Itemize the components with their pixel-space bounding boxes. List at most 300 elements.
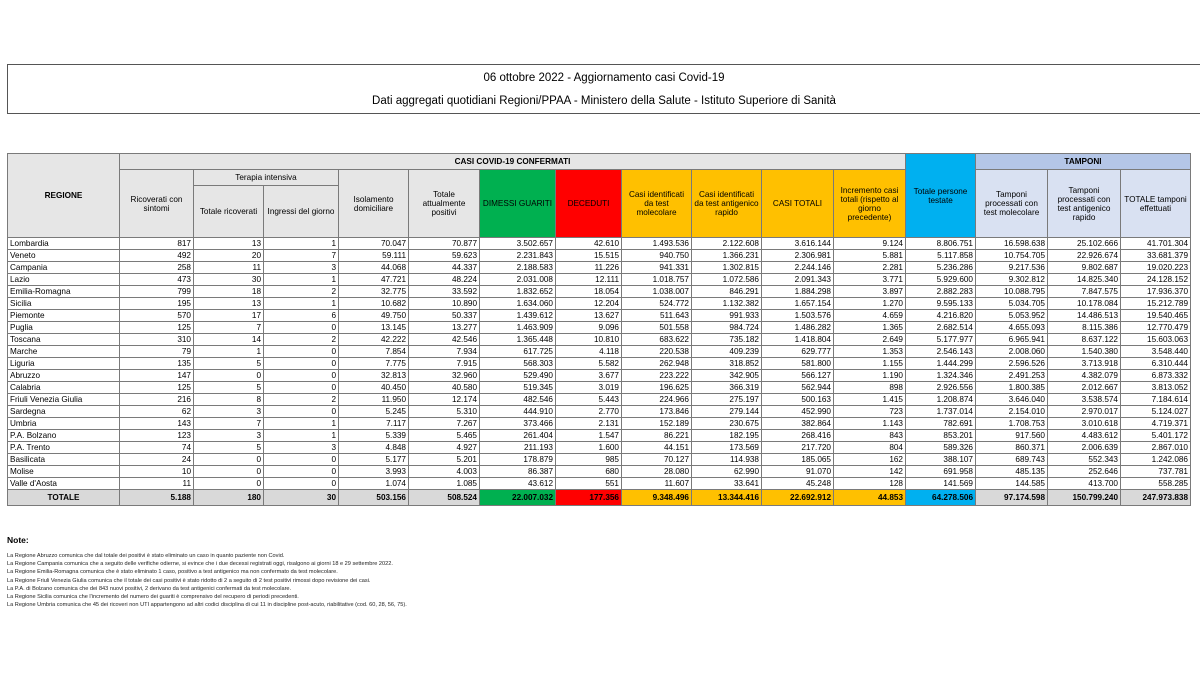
cell-antigenico: 1.302.815 — [692, 262, 762, 274]
cell-tamp-molecolare: 2.491.253 — [976, 370, 1048, 382]
cell-tamp-totale: 33.681.379 — [1121, 250, 1191, 262]
cell-deceduti: 3.019 — [556, 382, 622, 394]
cell-ti-totale: 0 — [194, 478, 264, 490]
cell-ricoverati: 195 — [120, 298, 194, 310]
cell-incremento: 898 — [834, 382, 906, 394]
cell-isolamento: 70.047 — [339, 238, 409, 250]
cell-tamp-antigenico: 552.343 — [1048, 454, 1121, 466]
cell-antigenico: 991.933 — [692, 310, 762, 322]
cell-isolamento: 10.682 — [339, 298, 409, 310]
cell-isolamento: 7.775 — [339, 358, 409, 370]
table-row — [8, 322, 1191, 334]
cell-molecolare: 70.127 — [622, 454, 692, 466]
cell-regione: Emilia-Romagna — [8, 286, 120, 298]
cell-tamp-totale: 6.310.444 — [1121, 358, 1191, 370]
cell-tamp-antigenico: 2.006.639 — [1048, 442, 1121, 454]
cell-positivi: 7.267 — [409, 418, 480, 430]
cell-isolamento: 49.750 — [339, 310, 409, 322]
cell-ti-totale: 8 — [194, 394, 264, 406]
cell-tamp-totale: 5.124.027 — [1121, 406, 1191, 418]
cell-persone: 141.569 — [906, 478, 976, 490]
cell-tamp-antigenico: 1.540.380 — [1048, 346, 1121, 358]
header-terapia-intensiva: Terapia intensiva — [194, 170, 339, 186]
cell-tamp-antigenico: 3.010.618 — [1048, 418, 1121, 430]
cell-ricoverati: 143 — [120, 418, 194, 430]
cell-antigenico: 366.319 — [692, 382, 762, 394]
cell-deceduti: 1.547 — [556, 430, 622, 442]
cell-incremento: 142 — [834, 466, 906, 478]
note-line: La P.A. di Bolzano comunica che dei 843 nuovi positivi, 2 derivano da test antigenici confermati da test molecolare. — [7, 585, 292, 592]
note-line: La Regione Emilia-Romagna comunica che è stato eliminato 1 caso, positivo a test antigenico ma non confermato da test molecolare. — [7, 569, 338, 576]
cell-persone: 2.682.514 — [906, 322, 976, 334]
cell-persone: 5.177.977 — [906, 334, 976, 346]
cell-incremento: 5.881 — [834, 250, 906, 262]
cell-isolamento: 5.245 — [339, 406, 409, 418]
cell-molecolare: 173.846 — [622, 406, 692, 418]
cell-ti-ingressi: 0 — [264, 454, 339, 466]
cell-persone: 691.958 — [906, 466, 976, 478]
cell-casi-totali: 91.070 — [762, 466, 834, 478]
cell-persone: 5.929.600 — [906, 274, 976, 286]
cell-ricoverati: 79 — [120, 346, 194, 358]
cell-tamp-totale: 247.973.838 — [1121, 490, 1191, 506]
notes-section — [7, 535, 707, 609]
cell-deceduti: 985 — [556, 454, 622, 466]
cell-regione: TOTALE — [8, 490, 120, 506]
cell-tamp-antigenico: 8.115.386 — [1048, 322, 1121, 334]
cell-dimessi: 529.490 — [480, 370, 556, 382]
cell-positivi: 5.201 — [409, 454, 480, 466]
table-row — [8, 442, 1191, 454]
cell-tamp-molecolare: 144.585 — [976, 478, 1048, 490]
cell-tamp-totale: 15.212.789 — [1121, 298, 1191, 310]
table-row — [8, 418, 1191, 430]
cell-tamp-molecolare: 485.135 — [976, 466, 1048, 478]
cell-deceduti: 9.096 — [556, 322, 622, 334]
cell-deceduti: 10.810 — [556, 334, 622, 346]
cell-positivi: 4.927 — [409, 442, 480, 454]
cell-ti-totale: 18 — [194, 286, 264, 298]
cell-tamp-molecolare: 3.646.040 — [976, 394, 1048, 406]
cell-ti-ingressi: 1 — [264, 298, 339, 310]
cell-dimessi: 22.007.032 — [480, 490, 556, 506]
cell-tamp-antigenico: 7.847.575 — [1048, 286, 1121, 298]
cell-isolamento: 32.813 — [339, 370, 409, 382]
cell-persone: 2.882.283 — [906, 286, 976, 298]
cell-antigenico: 275.197 — [692, 394, 762, 406]
cell-dimessi: 261.404 — [480, 430, 556, 442]
cell-tamp-antigenico: 10.178.084 — [1048, 298, 1121, 310]
cell-isolamento: 7.854 — [339, 346, 409, 358]
cell-isolamento: 4.848 — [339, 442, 409, 454]
cell-tamp-molecolare: 2.008.060 — [976, 346, 1048, 358]
cell-molecolare: 224.966 — [622, 394, 692, 406]
cell-incremento: 4.659 — [834, 310, 906, 322]
cell-molecolare: 223.222 — [622, 370, 692, 382]
cell-molecolare: 1.018.757 — [622, 274, 692, 286]
cell-isolamento: 47.721 — [339, 274, 409, 286]
cell-positivi: 42.546 — [409, 334, 480, 346]
cell-isolamento: 5.339 — [339, 430, 409, 442]
cell-regione: Abruzzo — [8, 370, 120, 382]
cell-incremento: 128 — [834, 478, 906, 490]
cell-antigenico: 114.938 — [692, 454, 762, 466]
header-casi-totali: CASI TOTALI — [762, 170, 834, 238]
cell-ti-totale: 3 — [194, 430, 264, 442]
cell-tamp-molecolare: 2.154.010 — [976, 406, 1048, 418]
cell-ti-totale: 13 — [194, 238, 264, 250]
cell-ti-ingressi: 0 — [264, 370, 339, 382]
cell-casi-totali: 629.777 — [762, 346, 834, 358]
cell-deceduti: 680 — [556, 466, 622, 478]
cell-deceduti: 15.515 — [556, 250, 622, 262]
cell-ricoverati: 123 — [120, 430, 194, 442]
cell-deceduti: 12.111 — [556, 274, 622, 286]
cell-regione: Sicilia — [8, 298, 120, 310]
table-row — [8, 430, 1191, 442]
cell-tamp-totale: 19.020.223 — [1121, 262, 1191, 274]
cell-antigenico: 230.675 — [692, 418, 762, 430]
cell-casi-totali: 1.486.282 — [762, 322, 834, 334]
cell-ti-ingressi: 0 — [264, 478, 339, 490]
header-ti-totale: Totale ricoverati — [194, 186, 264, 238]
cell-antigenico: 1.072.586 — [692, 274, 762, 286]
cell-molecolare: 196.625 — [622, 382, 692, 394]
cell-persone: 1.324.346 — [906, 370, 976, 382]
cell-ti-ingressi: 2 — [264, 334, 339, 346]
cell-ricoverati: 24 — [120, 454, 194, 466]
cell-dimessi: 1.463.909 — [480, 322, 556, 334]
cell-antigenico: 173.569 — [692, 442, 762, 454]
cell-positivi: 508.524 — [409, 490, 480, 506]
cell-incremento: 1.353 — [834, 346, 906, 358]
cell-ricoverati: 125 — [120, 382, 194, 394]
cell-ti-ingressi: 0 — [264, 406, 339, 418]
cell-molecolare: 11.607 — [622, 478, 692, 490]
cell-ti-totale: 5 — [194, 358, 264, 370]
cell-regione: Basilicata — [8, 454, 120, 466]
cell-tamp-antigenico: 8.637.122 — [1048, 334, 1121, 346]
cell-ti-totale: 0 — [194, 466, 264, 478]
cell-incremento: 804 — [834, 442, 906, 454]
cell-ti-totale: 5 — [194, 442, 264, 454]
cell-ti-ingressi: 1 — [264, 238, 339, 250]
cell-tamp-totale: 19.540.465 — [1121, 310, 1191, 322]
cell-positivi: 13.277 — [409, 322, 480, 334]
cell-tamp-antigenico: 252.646 — [1048, 466, 1121, 478]
cell-ti-ingressi: 2 — [264, 394, 339, 406]
cell-casi-totali: 3.616.144 — [762, 238, 834, 250]
cell-regione: Toscana — [8, 334, 120, 346]
report-title: 06 ottobre 2022 - Aggiornamento casi Covid-19 — [483, 72, 725, 84]
cell-tamp-molecolare: 1.708.753 — [976, 418, 1048, 430]
cell-antigenico: 279.144 — [692, 406, 762, 418]
cell-dimessi: 86.387 — [480, 466, 556, 478]
cell-ricoverati: 216 — [120, 394, 194, 406]
table-row — [8, 454, 1191, 466]
cell-dimessi: 211.193 — [480, 442, 556, 454]
cell-isolamento: 44.068 — [339, 262, 409, 274]
cell-ti-totale: 180 — [194, 490, 264, 506]
total-row — [8, 490, 1191, 506]
cell-tamp-totale: 15.603.063 — [1121, 334, 1191, 346]
cell-casi-totali: 2.091.343 — [762, 274, 834, 286]
cell-ricoverati: 147 — [120, 370, 194, 382]
cell-ti-ingressi: 0 — [264, 466, 339, 478]
cell-casi-totali: 562.944 — [762, 382, 834, 394]
table-row — [8, 334, 1191, 346]
cell-ti-ingressi: 1 — [264, 430, 339, 442]
cell-casi-totali: 22.692.912 — [762, 490, 834, 506]
cell-incremento: 1.365 — [834, 322, 906, 334]
cell-isolamento: 32.775 — [339, 286, 409, 298]
cell-ricoverati: 799 — [120, 286, 194, 298]
cell-positivi: 4.003 — [409, 466, 480, 478]
cell-persone: 1.737.014 — [906, 406, 976, 418]
cell-ti-ingressi: 0 — [264, 358, 339, 370]
cell-positivi: 7.915 — [409, 358, 480, 370]
report-title-box — [7, 64, 1200, 114]
cell-dimessi: 617.725 — [480, 346, 556, 358]
cell-positivi: 59.623 — [409, 250, 480, 262]
cell-positivi: 10.890 — [409, 298, 480, 310]
cell-casi-totali: 185.065 — [762, 454, 834, 466]
cell-persone: 782.691 — [906, 418, 976, 430]
cell-casi-totali: 452.990 — [762, 406, 834, 418]
cell-antigenico: 409.239 — [692, 346, 762, 358]
cell-dimessi: 2.188.583 — [480, 262, 556, 274]
cell-deceduti: 177.356 — [556, 490, 622, 506]
header-positivi: Totale attualmente positivi — [409, 170, 480, 238]
cell-persone: 2.546.143 — [906, 346, 976, 358]
cell-ricoverati: 125 — [120, 322, 194, 334]
cell-incremento: 44.853 — [834, 490, 906, 506]
cell-dimessi: 2.231.843 — [480, 250, 556, 262]
cell-persone: 5.236.286 — [906, 262, 976, 274]
header-isolamento: Isolamento domiciliare — [339, 170, 409, 238]
cell-positivi: 7.934 — [409, 346, 480, 358]
header-deceduti: DECEDUTI — [556, 170, 622, 238]
cell-tamp-totale: 1.242.086 — [1121, 454, 1191, 466]
cell-tamp-antigenico: 9.802.687 — [1048, 262, 1121, 274]
cell-tamp-molecolare: 5.053.952 — [976, 310, 1048, 322]
cell-ricoverati: 10 — [120, 466, 194, 478]
cell-tamp-totale: 737.781 — [1121, 466, 1191, 478]
cell-antigenico: 984.724 — [692, 322, 762, 334]
cell-ti-ingressi: 30 — [264, 490, 339, 506]
cell-molecolare: 941.331 — [622, 262, 692, 274]
cell-molecolare: 940.750 — [622, 250, 692, 262]
cell-casi-totali: 45.248 — [762, 478, 834, 490]
cell-isolamento: 59.111 — [339, 250, 409, 262]
cell-ti-ingressi: 7 — [264, 250, 339, 262]
cell-molecolare: 1.038.007 — [622, 286, 692, 298]
cell-positivi: 50.337 — [409, 310, 480, 322]
table-row — [8, 298, 1191, 310]
cell-molecolare: 86.221 — [622, 430, 692, 442]
cell-persone: 1.444.299 — [906, 358, 976, 370]
cell-antigenico: 182.195 — [692, 430, 762, 442]
cell-molecolare: 262.948 — [622, 358, 692, 370]
cell-tamp-molecolare: 5.034.705 — [976, 298, 1048, 310]
cell-ti-totale: 11 — [194, 262, 264, 274]
cell-tamp-totale: 5.401.172 — [1121, 430, 1191, 442]
cell-ti-ingressi: 3 — [264, 442, 339, 454]
cell-dimessi: 43.612 — [480, 478, 556, 490]
cell-tamp-antigenico: 2.970.017 — [1048, 406, 1121, 418]
header-persone-testate: Totale persone testate — [906, 154, 976, 238]
cell-incremento: 3.771 — [834, 274, 906, 286]
cell-tamp-antigenico: 413.700 — [1048, 478, 1121, 490]
cell-ti-ingressi: 1 — [264, 418, 339, 430]
cell-deceduti: 13.627 — [556, 310, 622, 322]
cell-molecolare: 511.643 — [622, 310, 692, 322]
cell-molecolare: 44.151 — [622, 442, 692, 454]
cell-deceduti: 12.204 — [556, 298, 622, 310]
cell-positivi: 70.877 — [409, 238, 480, 250]
cell-tamp-antigenico: 22.926.674 — [1048, 250, 1121, 262]
cell-persone: 9.595.133 — [906, 298, 976, 310]
cell-antigenico: 1.366.231 — [692, 250, 762, 262]
cell-dimessi: 1.439.612 — [480, 310, 556, 322]
table-row — [8, 358, 1191, 370]
table-row — [8, 478, 1191, 490]
cell-molecolare: 1.493.536 — [622, 238, 692, 250]
cell-incremento: 3.897 — [834, 286, 906, 298]
cell-ricoverati: 473 — [120, 274, 194, 286]
cell-antigenico: 62.990 — [692, 466, 762, 478]
cell-tamp-molecolare: 9.217.536 — [976, 262, 1048, 274]
cell-regione: Molise — [8, 466, 120, 478]
note-line: La Regione Friuli Venezia Giulia comunica che il totale dei casi positivi è stato ridotto di 2 a seguito di 2 test positivi rimossi dopo revisione dei casi. — [7, 577, 371, 584]
cell-regione: Puglia — [8, 322, 120, 334]
cell-antigenico: 735.182 — [692, 334, 762, 346]
cell-regione: Calabria — [8, 382, 120, 394]
cell-casi-totali: 217.720 — [762, 442, 834, 454]
cell-tamp-antigenico: 4.483.612 — [1048, 430, 1121, 442]
cell-ti-ingressi: 6 — [264, 310, 339, 322]
cell-tamp-totale: 3.548.440 — [1121, 346, 1191, 358]
cell-tamp-molecolare: 4.655.093 — [976, 322, 1048, 334]
cell-ti-totale: 20 — [194, 250, 264, 262]
cell-ti-totale: 0 — [194, 454, 264, 466]
table-row — [8, 238, 1191, 250]
cell-ti-totale: 0 — [194, 370, 264, 382]
cell-molecolare: 524.772 — [622, 298, 692, 310]
cell-tamp-antigenico: 14.825.340 — [1048, 274, 1121, 286]
cell-tamp-molecolare: 917.560 — [976, 430, 1048, 442]
cell-casi-totali: 500.163 — [762, 394, 834, 406]
cell-casi-totali: 382.864 — [762, 418, 834, 430]
cell-tamp-antigenico: 3.713.918 — [1048, 358, 1121, 370]
cell-casi-totali: 2.244.146 — [762, 262, 834, 274]
cell-ti-totale: 3 — [194, 406, 264, 418]
cell-positivi: 12.174 — [409, 394, 480, 406]
note-line: La Regione Abruzzo comunica che dal totale dei positivi è stato eliminato un caso in quanto paziente non Covid. — [7, 553, 285, 559]
table-row — [8, 406, 1191, 418]
cell-incremento: 2.281 — [834, 262, 906, 274]
cell-molecolare: 683.622 — [622, 334, 692, 346]
cell-ricoverati: 817 — [120, 238, 194, 250]
note-line: La Regione Umbria comunica che 45 dei ricoveri non UTI appartengono ad altri codici disciplina di cui 11 in discipline post-acuto, riabilitative (cod. 60, 28, 56, 75). — [7, 602, 407, 609]
cell-dimessi: 178.879 — [480, 454, 556, 466]
cell-dimessi: 482.546 — [480, 394, 556, 406]
cell-isolamento: 13.145 — [339, 322, 409, 334]
cell-antigenico: 318.852 — [692, 358, 762, 370]
cell-positivi: 5.310 — [409, 406, 480, 418]
cell-ricoverati: 11 — [120, 478, 194, 490]
cell-regione: Friuli Venezia Giulia — [8, 394, 120, 406]
cell-tamp-antigenico: 25.102.666 — [1048, 238, 1121, 250]
cell-persone: 8.806.751 — [906, 238, 976, 250]
cell-isolamento: 42.222 — [339, 334, 409, 346]
cell-incremento: 1.270 — [834, 298, 906, 310]
cell-regione: P.A. Trento — [8, 442, 120, 454]
report-subtitle: Dati aggregati quotidiani Regioni/PPAA - Ministero della Salute - Istituto Superiore di Sanità — [372, 95, 836, 107]
header-tamp-antigenico: Tamponi processati con test antigenico rapido — [1048, 170, 1121, 238]
cell-incremento: 1.190 — [834, 370, 906, 382]
cell-tamp-totale: 558.285 — [1121, 478, 1191, 490]
cell-antigenico: 846.291 — [692, 286, 762, 298]
cell-tamp-totale: 12.770.479 — [1121, 322, 1191, 334]
cell-ricoverati: 258 — [120, 262, 194, 274]
cell-persone: 388.107 — [906, 454, 976, 466]
cell-positivi: 48.224 — [409, 274, 480, 286]
cell-casi-totali: 1.503.576 — [762, 310, 834, 322]
cell-ti-totale: 13 — [194, 298, 264, 310]
cell-molecolare: 220.538 — [622, 346, 692, 358]
cell-molecolare: 28.080 — [622, 466, 692, 478]
header-ricoverati: Ricoverati con sintomi — [120, 170, 194, 238]
cell-regione: Liguria — [8, 358, 120, 370]
cell-persone: 5.117.858 — [906, 250, 976, 262]
cell-tamp-totale: 2.867.010 — [1121, 442, 1191, 454]
cell-positivi: 33.592 — [409, 286, 480, 298]
cell-incremento: 723 — [834, 406, 906, 418]
cell-tamp-totale: 3.813.052 — [1121, 382, 1191, 394]
cell-ricoverati: 62 — [120, 406, 194, 418]
cell-ti-totale: 7 — [194, 418, 264, 430]
cell-regione: Campania — [8, 262, 120, 274]
cell-positivi: 40.580 — [409, 382, 480, 394]
cell-regione: Umbria — [8, 418, 120, 430]
header-ti-ingressi: Ingressi del giorno — [264, 186, 339, 238]
cell-antigenico: 2.122.608 — [692, 238, 762, 250]
cell-incremento: 1.415 — [834, 394, 906, 406]
cell-persone: 589.326 — [906, 442, 976, 454]
cell-dimessi: 1.365.448 — [480, 334, 556, 346]
cell-casi-totali: 566.127 — [762, 370, 834, 382]
cell-casi-totali: 581.800 — [762, 358, 834, 370]
table-row — [8, 286, 1191, 298]
cell-tamp-totale: 17.936.370 — [1121, 286, 1191, 298]
table-row — [8, 370, 1191, 382]
cell-antigenico: 13.344.416 — [692, 490, 762, 506]
cell-antigenico: 33.641 — [692, 478, 762, 490]
note-line: La Regione Sicilia comunica che l'incremento del numero dei guariti è comprensivo del recupero di periodi precedenti. — [7, 594, 299, 601]
cell-tamp-totale: 41.701.304 — [1121, 238, 1191, 250]
cell-casi-totali: 2.306.981 — [762, 250, 834, 262]
cell-ti-ingressi: 2 — [264, 286, 339, 298]
table-row — [8, 310, 1191, 322]
note-line: La Regione Campania comunica che a seguito delle verifiche odierne, si evince che i due decessi registrati oggi, risalgono ai giorni 18 e 29 settembre 2022. — [7, 561, 393, 568]
cell-tamp-molecolare: 16.598.638 — [976, 238, 1048, 250]
cell-regione: Piemonte — [8, 310, 120, 322]
cell-antigenico: 1.132.382 — [692, 298, 762, 310]
cell-molecolare: 501.558 — [622, 322, 692, 334]
cell-isolamento: 1.074 — [339, 478, 409, 490]
cell-tamp-totale: 6.873.332 — [1121, 370, 1191, 382]
